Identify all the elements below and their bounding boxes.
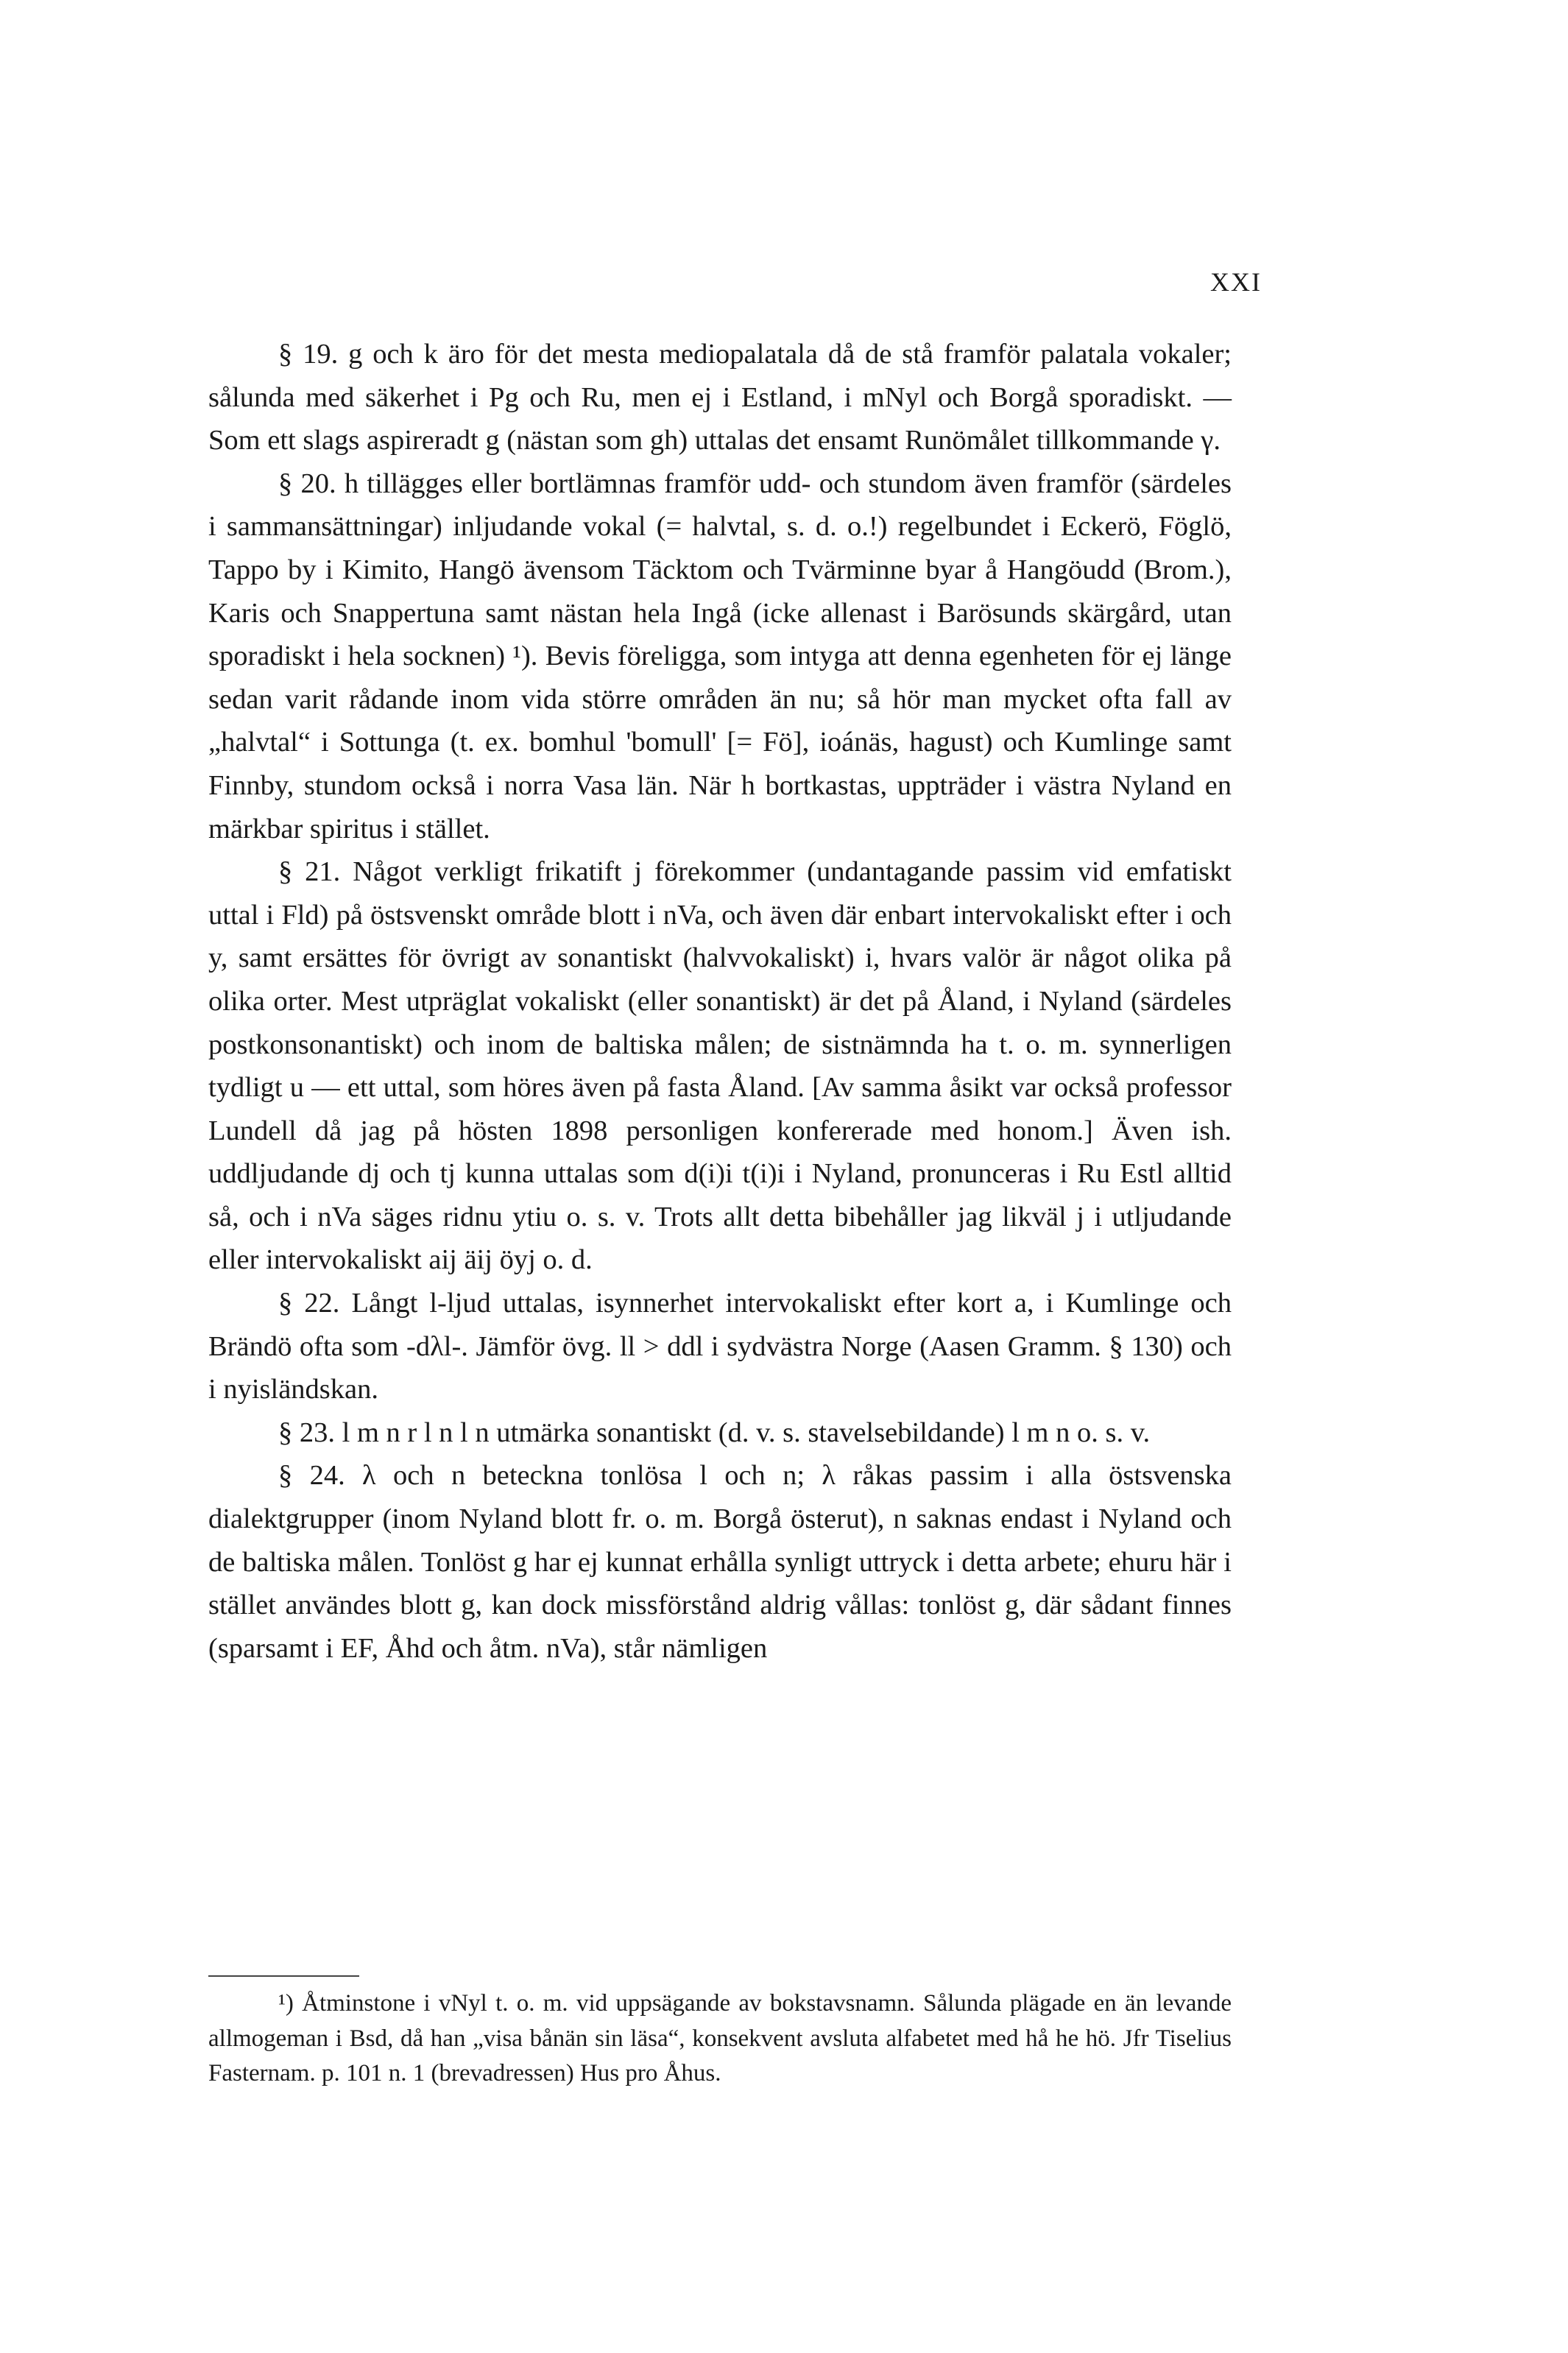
page-number: XXI xyxy=(1210,267,1262,297)
footnote-divider xyxy=(208,1975,359,1977)
paragraph-23: § 23. l m n r l n l n utmärka sonantiskt (d. v. s. stavelsebildande) l m n o. s. v. xyxy=(278,1417,1151,1448)
paragraph-24: § 24. λ och n beteckna tonlösa l och n; λ råkas passim i alla östsvenska dialektgrupper (inom Nyland blott fr. o. m. Borgå österut), n saknas endast i Nyland och de baltiska målen. Tonlöst g har ej kunnat erhålla synligt uttryck i detta arbete; ehuru här i stället användes blott g, kan dock missförstånd aldrig vållas: tonlöst g, där sådant finnes (sparsamt i EF, Åhd och åtm. nVa), står nämligen xyxy=(208,1460,1232,1664)
footnotes xyxy=(208,1986,1232,2092)
body-text xyxy=(208,333,1232,1670)
paragraph-22: § 22. Långt l-ljud uttalas, isynnerhet intervokaliskt efter kort a, i Kumlinge och Brändö ofta som -dλl-. Jämför övg. ll > ddl i sydvästra Norge (Aasen Gramm. § 130) och i nyisländskan. xyxy=(208,1288,1232,1405)
paragraph-20: § 20. h tillägges eller bortlämnas framför udd- och stundom även framför (särdeles i sammansättningar) inljudande vokal (= halvtal, s. d. o.!) regelbundet i Eckerö, Föglö, Tappo by i Kimito, Hangö ävensom Täcktom och Tvärminne byar å Hangöudd (Brom.), Karis och Snappertuna samt nästan hela Ingå (icke allenast i Barösunds skärgård, utan sporadiskt i hela socknen) ¹). Bevis föreligga, som intyga att denna egenheten för ej länge sedan varit rådande inom vida större områden än nu; så hör man mycket ofta fall av „halvtal“ i Sottunga (t. ex. bomhul 'bomull' [= Fö], ioánäs, hagust) och Kumlinge samt Finnby, stundom också i norra Vasa län. När h bortkastas, uppträder i västra Nyland en märkbar spiritus i stället. xyxy=(208,468,1232,844)
paragraph-19: § 19. g och k äro för det mesta mediopalatala då de stå framför palatala vokaler; sålunda med säkerhet i Pg och Ru, men ej i Estland, i mNyl och Borgå sporadiskt. — Som ett slags aspireradt g (nästan som gh) uttalas det ensamt Runömålet tillkommande γ. xyxy=(208,339,1232,456)
paragraph-21: § 21. Något verkligt frikatift j förekommer (undantagande passim vid emfatiskt uttal i Fld) på östsvenskt område blott i nVa, och även där enbart intervokaliskt efter i och y, samt ersättes för övrigt av sonantiskt (halvvokaliskt) i, hvars valör är något olika på olika orter. Mest utpräglat vokaliskt (eller sonantiskt) är det på Åland, i Nyland (särdeles postkonsonantiskt) och inom de baltiska målen; de sistnämnda ha t. o. m. synnerligen tydligt u — ett uttal, som höres även på fasta Åland. [Av samma åsikt var också professor Lundell då jag på hösten 1898 personligen konfererade med honom.] Även ish. uddljudande dj och tj kunna uttalas som d(i)i t(i)i i Nyland, pronunceras i Ru Estl alltid så, och i nVa säges ridnu ytiu o. s. v. Trots allt detta bibehåller jag likväl j i utljudande eller intervokaliskt aij äij öyj o. d. xyxy=(208,856,1232,1276)
footnote-1: ¹) Åtminstone i vNyl t. o. m. vid uppsägande av bokstavsnamn. Sålunda plägade en än levande allmogeman i Bsd, då han „visa bånän sin läsa“, konsekvent avsluta alfabetet med hå he hö. Jfr Tiselius Fasternam. p. 101 n. 1 (brevadressen) Hus pro Åhus. xyxy=(208,1990,1232,2086)
